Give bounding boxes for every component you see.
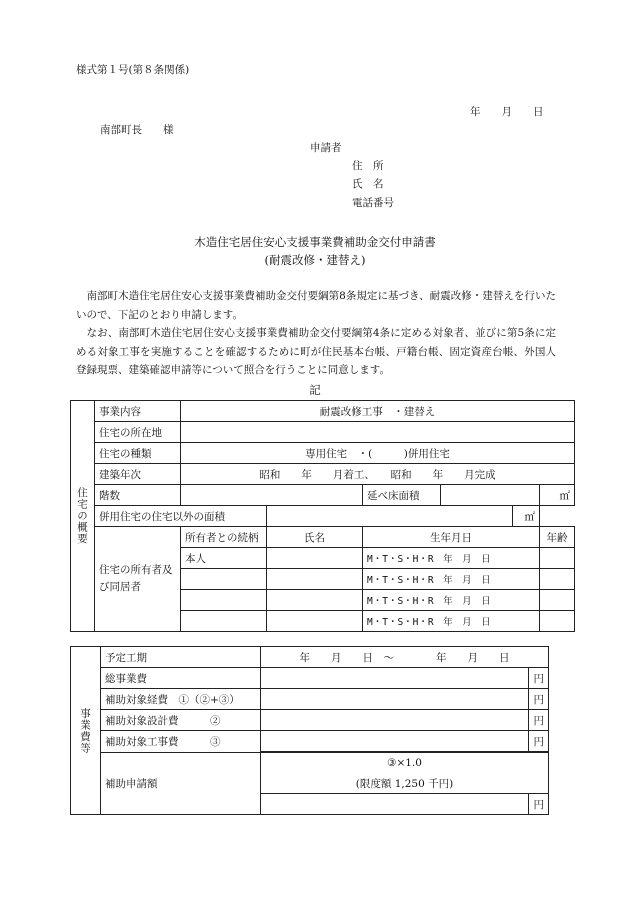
- form-number: 様式第１号(第８条関係): [76, 64, 190, 76]
- age-cell[interactable]: [540, 569, 575, 590]
- design-cost-yen: 円: [529, 710, 549, 731]
- period-value[interactable]: 年 月 日 ～ 年 月 日: [261, 647, 549, 668]
- total-cost-label: 総事業費: [101, 668, 261, 689]
- build-year-label: 建築年次: [95, 464, 181, 485]
- relation-header: 所有者との続柄: [181, 527, 267, 548]
- nonres-area-label: 併用住宅の住宅以外の面積: [95, 506, 267, 527]
- relation-cell: 本人: [181, 548, 267, 569]
- ki-label: 記: [309, 383, 321, 397]
- floors-input[interactable]: [181, 485, 363, 506]
- construction-cost-input[interactable]: [261, 731, 529, 753]
- body-paragraph-1: 南部町木造住宅居住安心支援事業費補助金交付要綱第8条規定に基づき、耐震改修・建替えを行いたいので、下記のとおり申請します。: [76, 290, 556, 321]
- request-amount-label: 補助申請額: [101, 752, 261, 815]
- house-overview-group-label: 住宅の概要: [71, 401, 95, 632]
- age-cell[interactable]: [540, 590, 575, 611]
- relation-cell[interactable]: [181, 569, 267, 590]
- relation-cell[interactable]: [181, 611, 267, 632]
- name-cell[interactable]: [267, 590, 363, 611]
- applicant-label: 申請者: [310, 142, 342, 154]
- applicant-phone-label: 電話番号: [352, 197, 394, 209]
- applicant-name-label: 氏 名: [352, 178, 384, 190]
- project-value: 耐震改修工事 ・建替え: [181, 401, 575, 422]
- house-overview-table: [70, 400, 575, 632]
- total-cost-yen: 円: [529, 668, 549, 689]
- project-cost-group-label: 事業費等: [71, 647, 101, 815]
- floors-label: 階数: [95, 485, 181, 506]
- birth-cell[interactable]: M・T・S・H・R 年 月 日: [363, 569, 540, 590]
- name-cell[interactable]: [267, 569, 363, 590]
- eligible-cost-label: 補助対象経費 ①（②+③）: [101, 689, 261, 710]
- body-paragraph-2: なお、南部町木造住宅居住安心支援事業費補助金交付要綱第4条に定める対象者、並びに第5条に定める対象工事を実施することを確認するために町が住民基本台帳、戸籍台帳、固定資産台帳、外国人登録現票、建築確認申請等について照合を行うことに同意します。: [76, 327, 556, 376]
- owner-group-label: 住宅の所有者及び同居者: [95, 527, 181, 632]
- document-subtitle: (耐震改修・建替え): [264, 253, 366, 267]
- nonres-area-unit: ㎡: [513, 506, 540, 527]
- birth-cell[interactable]: M・T・S・H・R 年 月 日: [363, 611, 540, 632]
- birth-cell[interactable]: M・T・S・H・R 年 月 日: [363, 548, 540, 569]
- request-amount-yen: 円: [529, 794, 549, 815]
- applicant-address-label: 住 所: [352, 160, 384, 172]
- age-cell[interactable]: [540, 611, 575, 632]
- location-label: 住宅の所在地: [95, 422, 181, 443]
- house-type-value[interactable]: 専用住宅 ・( )併用住宅: [181, 443, 575, 464]
- request-formula: ③×1.0: [261, 752, 549, 773]
- total-cost-input[interactable]: [261, 668, 529, 689]
- birth-header: 生年月日: [363, 527, 540, 548]
- house-type-label: 住宅の種類: [95, 443, 181, 464]
- floor-area-label: 延べ床面積: [363, 485, 441, 506]
- date-line: 年 月 日: [470, 106, 544, 118]
- addressee: 南部町長 様: [100, 124, 174, 136]
- eligible-cost-input[interactable]: [261, 689, 529, 710]
- body-text: [76, 287, 556, 380]
- construction-cost-label: 補助対象工事費 ③: [101, 731, 261, 753]
- name-cell[interactable]: [267, 548, 363, 569]
- request-amount-input[interactable]: [261, 794, 529, 815]
- name-header: 氏名: [267, 527, 363, 548]
- request-limit: (限度額 1,250 千円): [261, 773, 549, 794]
- build-year-value[interactable]: 昭和 年 月着工、 昭和 年 月完成: [181, 464, 575, 485]
- project-label: 事業内容: [95, 401, 181, 422]
- name-cell[interactable]: [267, 611, 363, 632]
- period-label: 予定工期: [101, 647, 261, 668]
- design-cost-label: 補助対象設計費 ②: [101, 710, 261, 731]
- design-cost-input[interactable]: [261, 710, 529, 731]
- location-input[interactable]: [181, 422, 575, 443]
- birth-cell[interactable]: M・T・S・H・R 年 月 日: [363, 590, 540, 611]
- construction-cost-yen: 円: [529, 731, 549, 753]
- floor-area-input[interactable]: [441, 485, 540, 506]
- nonres-area-input[interactable]: [267, 506, 513, 527]
- relation-cell[interactable]: [181, 590, 267, 611]
- age-header: 年齢: [540, 527, 575, 548]
- age-cell[interactable]: [540, 548, 575, 569]
- document-title: 木造住宅居住安心支援事業費補助金交付申請書: [194, 235, 436, 249]
- floor-area-unit: ㎡: [540, 485, 575, 506]
- project-cost-table: [70, 646, 549, 815]
- eligible-cost-yen: 円: [529, 689, 549, 710]
